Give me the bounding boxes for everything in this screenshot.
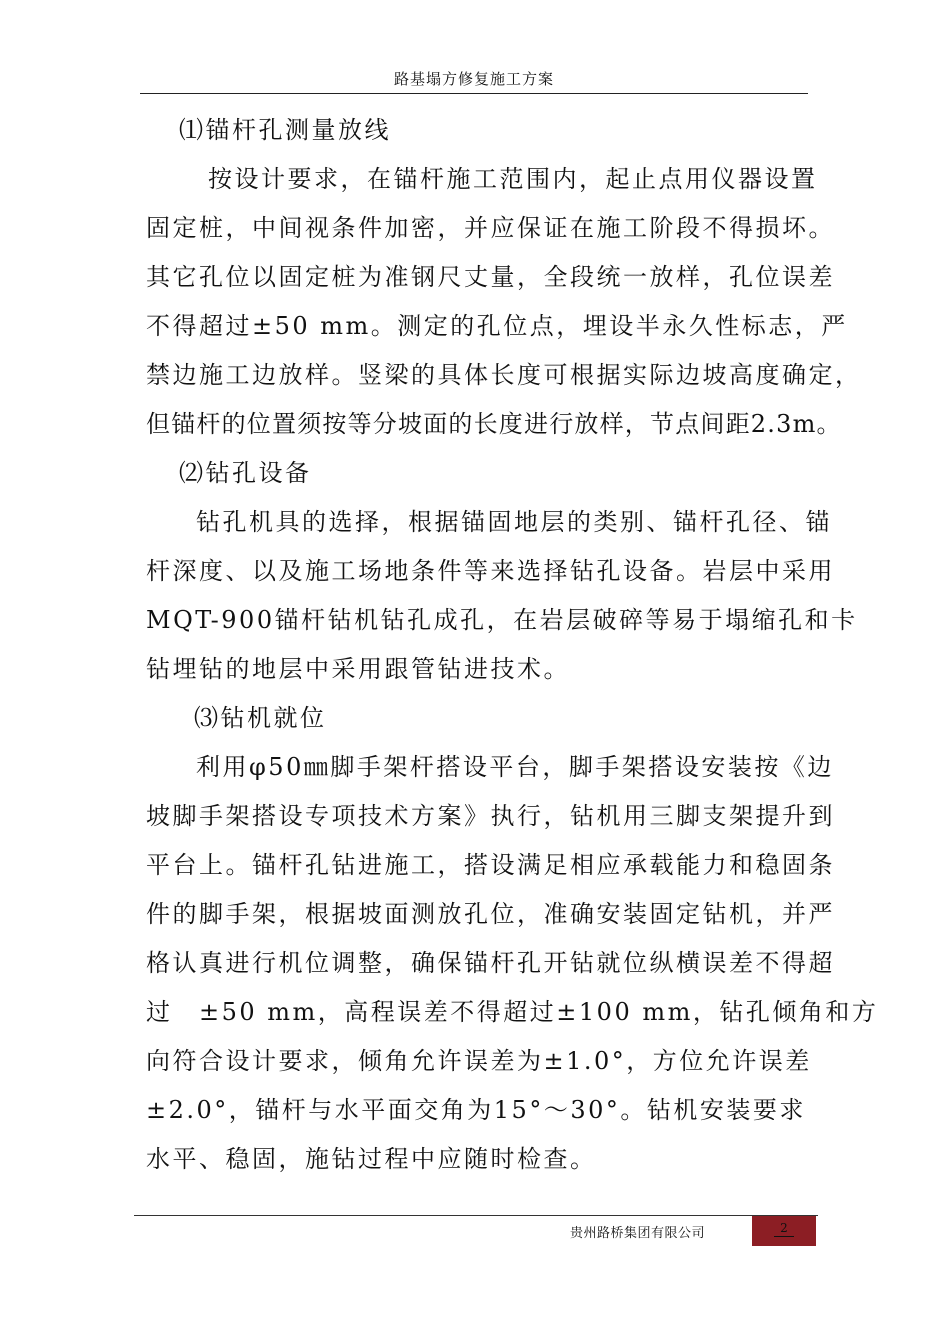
- section-heading-1: ⑴锚杆孔测量放线: [179, 116, 391, 144]
- footer-company-name: 贵州路桥集团有限公司: [570, 1226, 706, 1241]
- paragraph-line: 不得超过±50 mm。测定的孔位点，埋设半永久性标志，严: [146, 312, 848, 340]
- paragraph-line: 向符合设计要求，倾角允许误差为±1.0°，方位允许误差: [146, 1047, 812, 1075]
- paragraph-line: 水平、稳固，施钻过程中应随时检查。: [146, 1145, 597, 1173]
- paragraph-line: 利用φ50㎜脚手架杆搭设平台，脚手架搭设安装按《边: [196, 753, 834, 781]
- paragraph-line: 固定桩，中间视条件加密，并应保证在施工阶段不得损坏。: [146, 214, 835, 242]
- section-heading-3: ⑶钻机就位: [194, 704, 327, 732]
- page-header-title: 路基塌方修复施工方案: [393, 70, 554, 88]
- paragraph-line: ±2.0°，锚杆与水平面交角为15°～30°。钻机安装要求: [146, 1096, 806, 1124]
- paragraph-line: 平台上。锚杆孔钻进施工，搭设满足相应承载能力和稳固条: [146, 851, 835, 879]
- section-heading-2: ⑵钻孔设备: [179, 459, 312, 487]
- paragraph-line: 坡脚手架搭设专项技术方案》执行，钻机用三脚支架提升到: [146, 802, 835, 830]
- paragraph-line: 杆深度、以及施工场地条件等来选择钻孔设备。岩层中采用: [146, 557, 835, 585]
- paragraph-line: 禁边施工边放样。竖梁的具体长度可根据实际边坡高度确定，: [146, 361, 862, 389]
- header-divider: [140, 93, 808, 94]
- paragraph-line: 钻埋钻的地层中采用跟管钻进技术。: [146, 655, 570, 683]
- paragraph-line: 但锚杆的位置须按等分坡面的长度进行放样，节点间距2.3m。: [146, 410, 842, 438]
- paragraph-line: 过 ±50 mm，高程误差不得超过±100 mm，钻孔倾角和方: [146, 998, 879, 1026]
- paragraph-line: 其它孔位以固定桩为准钢尺丈量，全段统一放样，孔位误差: [146, 263, 835, 291]
- paragraph-line: 按设计要求，在锚杆施工范围内，起止点用仪器设置: [208, 165, 818, 193]
- paragraph-line: MQT-900锚杆钻机钻孔成孔，在岩层破碎等易于塌缩孔和卡: [146, 606, 858, 634]
- document-body: [146, 106, 879, 1184]
- page-number: 2: [774, 1220, 794, 1237]
- footer-divider: [134, 1215, 818, 1216]
- page-number-badge: [752, 1216, 816, 1246]
- paragraph-line: 钻孔机具的选择，根据锚固地层的类别、锚杆孔径、锚: [196, 508, 832, 536]
- paragraph-line: 格认真进行机位调整，确保锚杆孔开钻就位纵横误差不得超: [146, 949, 835, 977]
- paragraph-line: 件的脚手架，根据坡面测放孔位，准确安装固定钻机，并严: [146, 900, 835, 928]
